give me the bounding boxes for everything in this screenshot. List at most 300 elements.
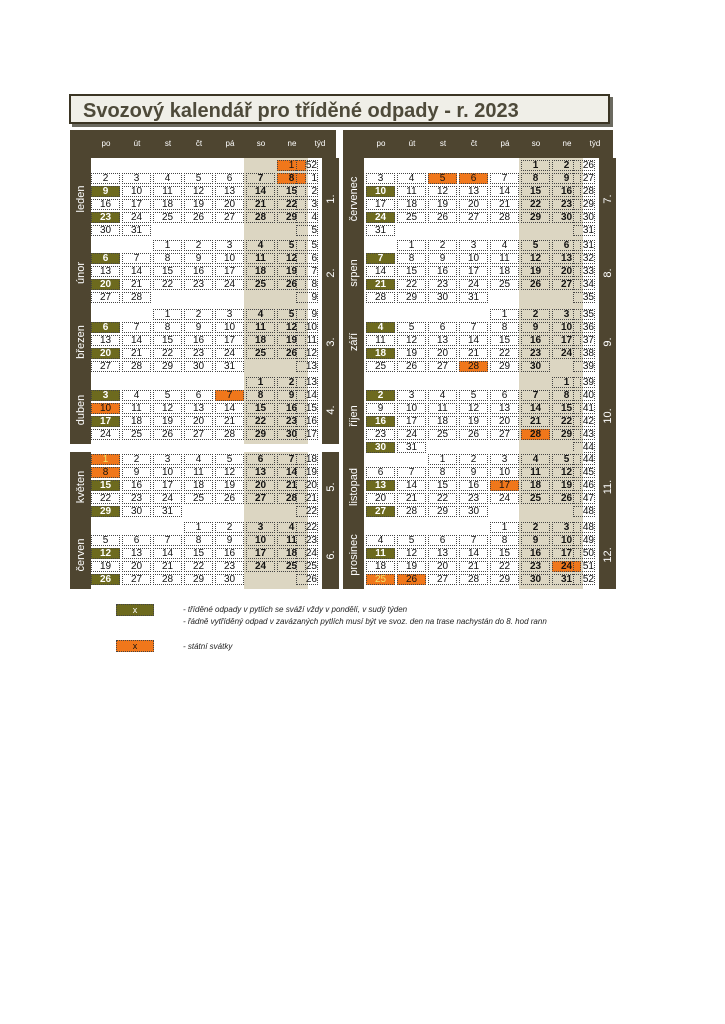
day-cell: 29 <box>184 574 213 585</box>
day-cell: 16 <box>184 335 213 346</box>
week-number: 35 <box>573 292 595 303</box>
day-cell: 26 <box>184 212 213 223</box>
day-cell: 11 <box>521 467 550 478</box>
day-cell: 18 <box>366 561 395 572</box>
day-cell: 16 <box>215 548 244 559</box>
month-label-8 <box>343 307 364 376</box>
day-cell: 17 <box>490 480 519 491</box>
day-cell: 17 <box>153 480 182 491</box>
week-number: 4 <box>296 212 318 223</box>
day-cell: 30 <box>215 574 244 585</box>
month-number: 6. <box>324 549 337 560</box>
day-cell: 4 <box>428 390 457 401</box>
day-cell: 3 <box>490 454 519 465</box>
day-cell: 19 <box>277 335 306 346</box>
day-cell: 20 <box>246 480 275 491</box>
day-cell: 10 <box>215 322 244 333</box>
day-cell: 29 <box>552 429 581 440</box>
day-cell: 3 <box>459 240 488 251</box>
day-cell: 4 <box>397 173 426 184</box>
day-cell: 26 <box>91 574 120 585</box>
week-number: 7 <box>296 266 318 277</box>
day-cell: 4 <box>122 390 151 401</box>
day-cell: 26 <box>459 429 488 440</box>
day-cell: 22 <box>277 199 306 210</box>
day-cell: 5 <box>215 454 244 465</box>
month-name: červenec <box>347 176 360 222</box>
day-cell: 11 <box>246 253 275 264</box>
day-cell: 12 <box>397 335 426 346</box>
day-cell: 7 <box>459 535 488 546</box>
week-number: 27 <box>573 173 595 184</box>
day-cell: 22 <box>153 348 182 359</box>
day-cell: 29 <box>490 574 519 585</box>
day-cell: 29 <box>521 212 550 223</box>
day-cell: 22 <box>184 561 213 572</box>
week-number: 26 <box>573 160 595 171</box>
header-right-7: týd <box>589 139 601 148</box>
day-cell: 25 <box>490 279 519 290</box>
day-cell: 18 <box>397 199 426 210</box>
day-cell: 5 <box>397 322 426 333</box>
week-number: 39 <box>573 377 595 388</box>
day-cell: 16 <box>552 186 581 197</box>
header-left-7: týd <box>314 139 326 148</box>
header-right-4: pá <box>500 139 510 148</box>
month-number-3 <box>322 375 339 444</box>
month-number-8 <box>599 307 616 376</box>
day-cell: 25 <box>246 279 275 290</box>
week-number: 14 <box>296 390 318 401</box>
day-cell: 2 <box>184 240 213 251</box>
page-title: Svozový kalendář pro tříděné odpady - r. 2023 <box>69 94 610 124</box>
day-cell: 19 <box>459 416 488 427</box>
day-cell: 25 <box>277 561 306 572</box>
day-cell: 23 <box>184 348 213 359</box>
day-cell: 12 <box>184 186 213 197</box>
month-name: září <box>347 332 360 351</box>
week-number: 50 <box>573 548 595 559</box>
day-cell: 31 <box>366 225 395 236</box>
day-cell: 8 <box>521 173 550 184</box>
day-cell: 1 <box>490 309 519 320</box>
day-cell: 18 <box>246 335 275 346</box>
header-right-6: ne <box>562 139 572 148</box>
day-cell: 27 <box>91 292 120 303</box>
week-number: 38 <box>573 348 595 359</box>
day-cell: 25 <box>122 429 151 440</box>
day-cell: 26 <box>428 212 457 223</box>
month-number: 9. <box>601 336 614 347</box>
day-cell: 21 <box>246 199 275 210</box>
day-cell: 3 <box>215 309 244 320</box>
month-name: duben <box>74 394 87 425</box>
day-cell: 21 <box>215 416 244 427</box>
legend-line-2: - řádně vytříděný odpad v zavázaných pytlích musí být ve svoz. den na trase nachystán do 8. hod rann <box>183 617 547 626</box>
day-cell: 10 <box>122 186 151 197</box>
day-cell: 13 <box>459 186 488 197</box>
day-cell: 24 <box>397 429 426 440</box>
day-cell: 24 <box>91 429 120 440</box>
day-cell: 31 <box>397 442 426 453</box>
day-cell: 26 <box>552 493 581 504</box>
day-cell: 12 <box>153 403 182 414</box>
day-cell: 21 <box>490 199 519 210</box>
day-cell: 26 <box>153 429 182 440</box>
day-cell: 6 <box>215 173 244 184</box>
day-cell: 6 <box>246 454 275 465</box>
week-number: 18 <box>296 454 318 465</box>
day-cell: 29 <box>91 506 120 517</box>
day-cell: 27 <box>428 574 457 585</box>
week-number: 40 <box>573 390 595 401</box>
day-cell: 2 <box>521 309 550 320</box>
day-cell: 5 <box>277 309 306 320</box>
day-cell: 15 <box>490 335 519 346</box>
day-cell: 9 <box>521 535 550 546</box>
day-cell: 28 <box>277 493 306 504</box>
day-cell: 18 <box>153 199 182 210</box>
day-cell: 23 <box>459 493 488 504</box>
day-cell: 8 <box>246 390 275 401</box>
day-cell: 7 <box>397 467 426 478</box>
day-cell: 6 <box>459 173 488 184</box>
day-cell: 15 <box>428 480 457 491</box>
day-cell: 10 <box>459 253 488 264</box>
day-cell: 14 <box>246 186 275 197</box>
day-cell: 3 <box>552 522 581 533</box>
day-cell: 9 <box>215 535 244 546</box>
header-left-4: pá <box>225 139 235 148</box>
day-cell: 24 <box>552 561 581 572</box>
day-cell: 28 <box>521 429 550 440</box>
day-cell: 1 <box>184 522 213 533</box>
day-cell: 2 <box>277 377 306 388</box>
day-cell: 23 <box>552 199 581 210</box>
day-cell: 29 <box>490 361 519 372</box>
day-cell: 11 <box>184 467 213 478</box>
day-cell: 3 <box>153 454 182 465</box>
day-cell: 15 <box>153 266 182 277</box>
day-cell: 25 <box>397 212 426 223</box>
day-cell: 28 <box>215 429 244 440</box>
day-cell: 10 <box>397 403 426 414</box>
day-cell: 9 <box>91 186 120 197</box>
day-cell: 13 <box>366 480 395 491</box>
day-cell: 23 <box>277 416 306 427</box>
week-number: 52 <box>296 160 318 171</box>
day-cell: 8 <box>153 322 182 333</box>
day-cell: 24 <box>459 279 488 290</box>
day-cell: 21 <box>153 561 182 572</box>
header-right-1: út <box>408 139 416 148</box>
day-cell: 2 <box>91 173 120 184</box>
week-number: 36 <box>573 322 595 333</box>
week-number: 37 <box>573 335 595 346</box>
day-cell: 1 <box>428 454 457 465</box>
month-name: listopad <box>347 467 360 506</box>
day-cell: 19 <box>428 199 457 210</box>
day-cell: 22 <box>428 493 457 504</box>
day-cell: 24 <box>552 348 581 359</box>
day-cell: 16 <box>277 403 306 414</box>
day-cell: 16 <box>459 480 488 491</box>
week-number: 43 <box>573 429 595 440</box>
month-number-5 <box>322 520 339 589</box>
week-number: 49 <box>573 535 595 546</box>
week-number: 5 <box>296 225 318 236</box>
day-cell: 8 <box>153 253 182 264</box>
day-cell: 14 <box>397 480 426 491</box>
day-cell: 27 <box>366 506 395 517</box>
week-number: 15 <box>296 403 318 414</box>
month-name: prosinec <box>347 533 360 576</box>
day-cell: 6 <box>490 390 519 401</box>
day-cell: 10 <box>366 186 395 197</box>
legend-olive-box: x <box>116 604 154 616</box>
day-cell: 11 <box>366 335 395 346</box>
day-cell: 3 <box>366 173 395 184</box>
week-number: 46 <box>573 480 595 491</box>
day-cell: 31 <box>122 225 151 236</box>
day-cell: 18 <box>366 348 395 359</box>
week-number: 9 <box>296 292 318 303</box>
week-number: 3 <box>296 199 318 210</box>
day-cell: 18 <box>277 548 306 559</box>
day-cell: 10 <box>246 535 275 546</box>
day-cell: 12 <box>521 253 550 264</box>
day-cell: 3 <box>122 173 151 184</box>
week-number: 42 <box>573 416 595 427</box>
day-cell: 1 <box>246 377 275 388</box>
week-number: 13 <box>296 377 318 388</box>
day-cell: 20 <box>428 561 457 572</box>
day-cell: 5 <box>459 390 488 401</box>
day-cell: 3 <box>397 390 426 401</box>
day-cell: 14 <box>366 266 395 277</box>
day-cell: 13 <box>428 335 457 346</box>
day-cell: 9 <box>521 322 550 333</box>
day-cell: 29 <box>153 361 182 372</box>
month-number-11 <box>599 520 616 589</box>
day-cell: 28 <box>122 292 151 303</box>
week-number: 48 <box>573 506 595 517</box>
month-number: 2. <box>324 267 337 278</box>
day-cell: 12 <box>277 322 306 333</box>
day-cell: 14 <box>153 548 182 559</box>
day-cell: 26 <box>277 348 306 359</box>
day-cell: 1 <box>490 522 519 533</box>
day-cell: 20 <box>428 348 457 359</box>
month-label-4 <box>70 452 91 521</box>
day-cell: 13 <box>552 253 581 264</box>
day-cell: 30 <box>428 292 457 303</box>
day-cell: 15 <box>552 403 581 414</box>
day-cell: 16 <box>122 480 151 491</box>
legend-holiday-box: x <box>116 640 154 652</box>
header-right <box>343 130 613 158</box>
day-cell: 28 <box>246 212 275 223</box>
month-number: 10. <box>601 408 614 424</box>
day-cell: 19 <box>91 561 120 572</box>
day-cell: 30 <box>552 212 581 223</box>
day-cell: 10 <box>215 253 244 264</box>
day-cell: 25 <box>246 348 275 359</box>
day-cell: 15 <box>490 548 519 559</box>
day-cell: 16 <box>91 199 120 210</box>
day-cell: 26 <box>521 279 550 290</box>
week-number: 13 <box>296 361 318 372</box>
day-cell: 28 <box>366 292 395 303</box>
day-cell: 7 <box>521 390 550 401</box>
day-cell: 3 <box>246 522 275 533</box>
day-cell: 21 <box>277 480 306 491</box>
week-number: 51 <box>573 561 595 572</box>
day-cell: 23 <box>215 561 244 572</box>
week-number: 33 <box>573 266 595 277</box>
day-cell: 11 <box>122 403 151 414</box>
day-cell: 21 <box>122 348 151 359</box>
header-left <box>70 130 336 158</box>
day-cell: 3 <box>552 309 581 320</box>
week-number: 20 <box>296 480 318 491</box>
day-cell: 30 <box>521 361 550 372</box>
month-label-3 <box>70 375 91 444</box>
day-cell: 25 <box>184 493 213 504</box>
month-number-1 <box>322 238 339 307</box>
month-number: 8. <box>601 267 614 278</box>
day-cell: 8 <box>397 253 426 264</box>
month-label-11 <box>343 520 364 589</box>
month-number-6 <box>599 158 616 240</box>
day-cell: 8 <box>490 535 519 546</box>
day-cell: 29 <box>277 212 306 223</box>
week-number: 39 <box>573 361 595 372</box>
day-cell: 18 <box>490 266 519 277</box>
week-number: 30 <box>573 212 595 223</box>
day-cell: 19 <box>277 266 306 277</box>
day-cell: 2 <box>459 454 488 465</box>
day-cell: 8 <box>184 535 213 546</box>
day-cell: 9 <box>366 403 395 414</box>
day-cell: 3 <box>91 390 120 401</box>
day-cell: 19 <box>184 199 213 210</box>
day-cell: 27 <box>490 429 519 440</box>
day-cell: 12 <box>459 403 488 414</box>
day-cell: 17 <box>552 548 581 559</box>
day-cell: 17 <box>459 266 488 277</box>
header-right-3: čt <box>470 139 478 148</box>
day-cell: 14 <box>459 335 488 346</box>
day-cell: 4 <box>184 454 213 465</box>
day-cell: 13 <box>490 403 519 414</box>
day-cell: 5 <box>397 535 426 546</box>
day-cell: 19 <box>215 480 244 491</box>
day-cell: 17 <box>91 416 120 427</box>
week-number: 8 <box>296 279 318 290</box>
day-cell: 20 <box>552 266 581 277</box>
day-cell: 7 <box>215 390 244 401</box>
day-cell: 15 <box>246 403 275 414</box>
day-cell: 21 <box>397 493 426 504</box>
day-cell: 6 <box>552 240 581 251</box>
week-number: 31 <box>573 240 595 251</box>
day-cell: 7 <box>277 454 306 465</box>
day-cell: 16 <box>521 548 550 559</box>
week-number: 28 <box>573 186 595 197</box>
week-number: 12 <box>296 348 318 359</box>
day-cell: 23 <box>184 279 213 290</box>
day-cell: 14 <box>122 335 151 346</box>
day-cell: 6 <box>428 535 457 546</box>
week-number: 26 <box>296 574 318 585</box>
week-number: 41 <box>573 403 595 414</box>
day-cell: 9 <box>552 173 581 184</box>
week-number: 2 <box>296 186 318 197</box>
month-number-10 <box>599 452 616 521</box>
day-cell: 7 <box>122 253 151 264</box>
day-cell: 17 <box>397 416 426 427</box>
month-number-2 <box>322 307 339 376</box>
week-number: 23 <box>296 535 318 546</box>
week-number: 21 <box>296 493 318 504</box>
day-cell: 6 <box>122 535 151 546</box>
week-number: 22 <box>296 506 318 517</box>
day-cell: 17 <box>122 199 151 210</box>
month-number: 4. <box>324 404 337 415</box>
day-cell: 27 <box>122 574 151 585</box>
day-cell: 2 <box>215 522 244 533</box>
day-cell: 17 <box>215 266 244 277</box>
day-cell: 11 <box>277 535 306 546</box>
week-number: 17 <box>296 429 318 440</box>
day-cell: 19 <box>397 348 426 359</box>
week-number: 52 <box>573 574 595 585</box>
month-label-7 <box>343 238 364 307</box>
day-cell: 20 <box>215 199 244 210</box>
day-cell: 6 <box>91 253 120 264</box>
day-cell: 6 <box>184 390 213 401</box>
day-cell: 1 <box>91 454 120 465</box>
day-cell: 13 <box>122 548 151 559</box>
week-number: 1 <box>296 173 318 184</box>
day-cell: 5 <box>521 240 550 251</box>
day-cell: 11 <box>490 253 519 264</box>
day-cell: 6 <box>428 322 457 333</box>
day-cell: 4 <box>246 240 275 251</box>
header-left-0: po <box>101 139 111 148</box>
day-cell: 27 <box>184 429 213 440</box>
day-cell: 30 <box>184 361 213 372</box>
week-number: 9 <box>296 309 318 320</box>
month-number: 11. <box>601 479 614 494</box>
day-cell: 5 <box>277 240 306 251</box>
month-number-7 <box>599 238 616 307</box>
day-cell: 7 <box>122 322 151 333</box>
day-cell: 22 <box>490 561 519 572</box>
day-cell: 9 <box>428 253 457 264</box>
day-cell: 16 <box>428 266 457 277</box>
month-name: únor <box>74 261 87 284</box>
day-cell: 22 <box>397 279 426 290</box>
day-cell: 14 <box>215 403 244 414</box>
day-cell: 17 <box>215 335 244 346</box>
header-left-2: st <box>164 139 172 148</box>
day-cell: 2 <box>428 240 457 251</box>
day-cell: 19 <box>397 561 426 572</box>
day-cell: 13 <box>215 186 244 197</box>
month-label-2 <box>70 307 91 376</box>
